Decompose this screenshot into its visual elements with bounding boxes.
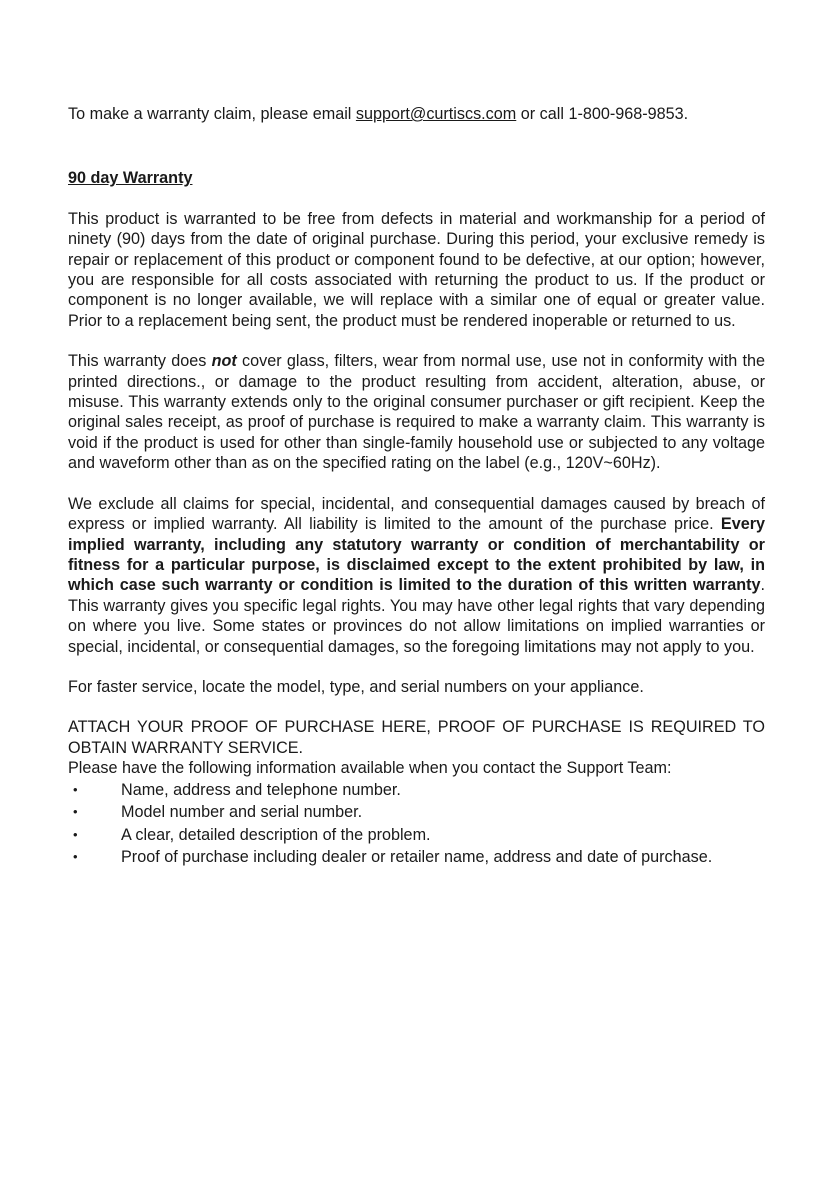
bullet-icon: •: [73, 781, 78, 797]
list-item-text: A clear, detailed description of the problem.: [121, 825, 431, 844]
bullet-icon: •: [73, 826, 78, 842]
list-item: [68, 779, 765, 802]
bullet-icon: •: [73, 804, 78, 820]
warranty-coverage-paragraph: This product is warranted to be free from defects in material and workmanship for a period of ninety (90) days from the date of original purchase. During this period, your exclusive remedy is repair or replacement of this product or component found to be defective, at our option; however, you are responsible for all costs associated with returning the product to us. If the product or component is no longer available, we will replace with a similar one of equal or greater value. Prior to a replacement being sent, the product must be rendered inoperable or returned to us.: [68, 209, 765, 330]
warranty-exclusions-paragraph: [68, 351, 765, 473]
warranty-page: [68, 104, 765, 869]
not-emphasis: not: [211, 352, 237, 371]
claim-suffix: or call 1-800-968-9853.: [516, 105, 689, 123]
exclusions-text-after: cover glass, filters, wear from normal use, use not in conformity with the printed directions., or damage to the product resulting from accident, alteration, abuse, or misuse. This warranty extends only to the original consumer purchaser or gift recipient. Keep the original sales receipt, as proof of purchase is required to make a warranty claim. This warranty is void if the product is used for other than single-family household use or subjected to any voltage and waveform other than as on the specified rating on the label (e.g., 120V~60Hz).: [68, 352, 766, 473]
list-item: [68, 846, 765, 869]
list-item: [68, 824, 765, 847]
implied-warranty-disclaimer: Every implied warranty, including any statutory warranty or condition of merchantability or fitness for a particular purpose, is disclaimed except to the extent prohibited by law, in which case such warranty or condition is limited to the duration of this written warranty: [68, 515, 765, 595]
attach-proof-notice: ATTACH YOUR PROOF OF PURCHASE HERE, PROOF OF PURCHASE IS REQUIRED TO OBTAIN WARRANTY SERVICE.: [68, 718, 765, 757]
claim-prefix: To make a warranty claim, please email: [68, 105, 356, 123]
bullet-icon: •: [73, 849, 78, 865]
liability-text-after: . This warranty gives you specific legal rights. You may have other legal rights that vary depending on where you live. Some states or provinces do not allow limitations on implied warranties or special, incidental, or consequential damages, so the foregoing limitations may not apply to you.: [68, 576, 765, 656]
faster-service-line: For faster service, locate the model, type, and serial numbers on your appliance.: [68, 677, 644, 696]
list-item-text: Proof of purchase including dealer or retailer name, address and date of purchase.: [121, 848, 713, 867]
list-item: [68, 801, 765, 824]
exclusions-text-before: This warranty does: [68, 352, 212, 371]
list-item-text: Name, address and telephone number.: [121, 780, 401, 799]
liability-text-before: We exclude all claims for special, incidental, and consequential damages caused by breach of express or implied warranty. All liability is limited to the amount of the purchase price.: [68, 494, 765, 534]
support-info-intro: Please have the following information available when you contact the Support Team:: [68, 759, 672, 778]
claim-instructions: [68, 104, 765, 124]
required-info-list: [68, 779, 765, 869]
warranty-heading: 90 day Warranty: [68, 169, 193, 188]
liability-paragraph: [68, 494, 765, 657]
list-item-text: Model number and serial number.: [121, 803, 363, 822]
support-email-link[interactable]: support@curtiscs.com: [355, 105, 517, 123]
